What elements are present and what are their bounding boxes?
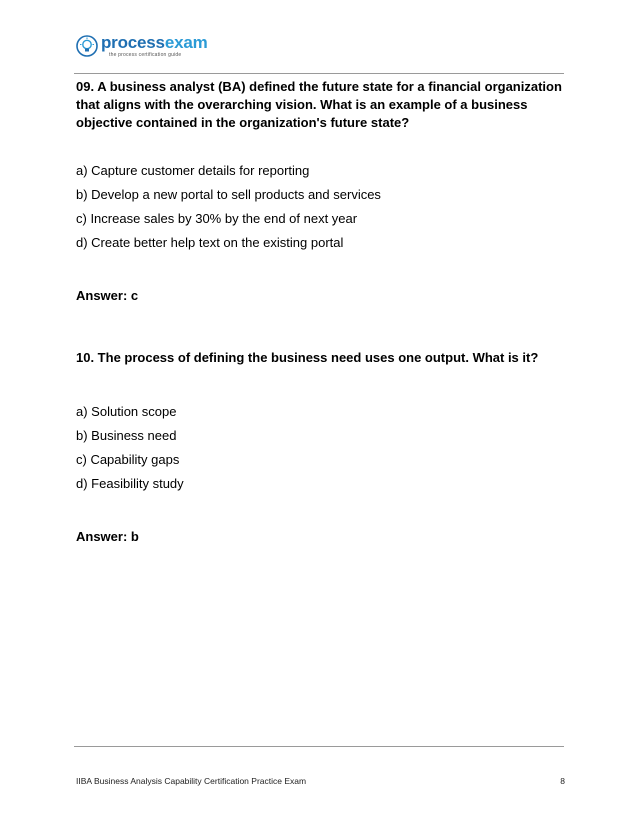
question-text: 10. The process of defining the business need uses one output. What is it?	[76, 350, 539, 365]
page-number: 8	[560, 776, 565, 786]
option-c: c) Capability gaps	[76, 452, 180, 467]
footer-divider	[74, 746, 564, 747]
option-b: b) Business need	[76, 428, 177, 443]
question-text: 09. A business analyst (BA) defined the future state for a financial organization that aligns with the overarching vision. What is an example of a business objective contained in the organization's future state?	[76, 79, 562, 130]
option-d: d) Create better help text on the existing portal	[76, 235, 344, 250]
option-a: a) Solution scope	[76, 404, 177, 419]
option-a: a) Capture customer details for reporting	[76, 163, 310, 178]
page-content	[76, 78, 566, 559]
lightbulb-icon	[76, 35, 98, 57]
processexam-logo	[76, 34, 208, 58]
option-d: d) Feasibility study	[76, 476, 184, 491]
footer-title: IIBA Business Analysis Capability Certification Practice Exam	[76, 776, 307, 786]
options-list	[76, 162, 566, 252]
question-block-09	[76, 78, 566, 305]
logo-brand-exam: exam	[164, 33, 208, 52]
logo-tagline: the process certification guide	[109, 52, 182, 58]
answer-text: Answer: c	[76, 288, 139, 303]
option-b: b) Develop a new portal to sell products and services	[76, 187, 381, 202]
answer-text: Answer: b	[76, 529, 139, 544]
option-c: c) Increase sales by 30% by the end of next year	[76, 211, 358, 226]
header-divider	[74, 73, 564, 74]
logo-brand-process: process	[101, 33, 165, 52]
question-block-10	[76, 349, 566, 546]
logo-brand-text	[101, 34, 208, 51]
options-list	[76, 403, 566, 493]
page-footer	[76, 776, 565, 786]
